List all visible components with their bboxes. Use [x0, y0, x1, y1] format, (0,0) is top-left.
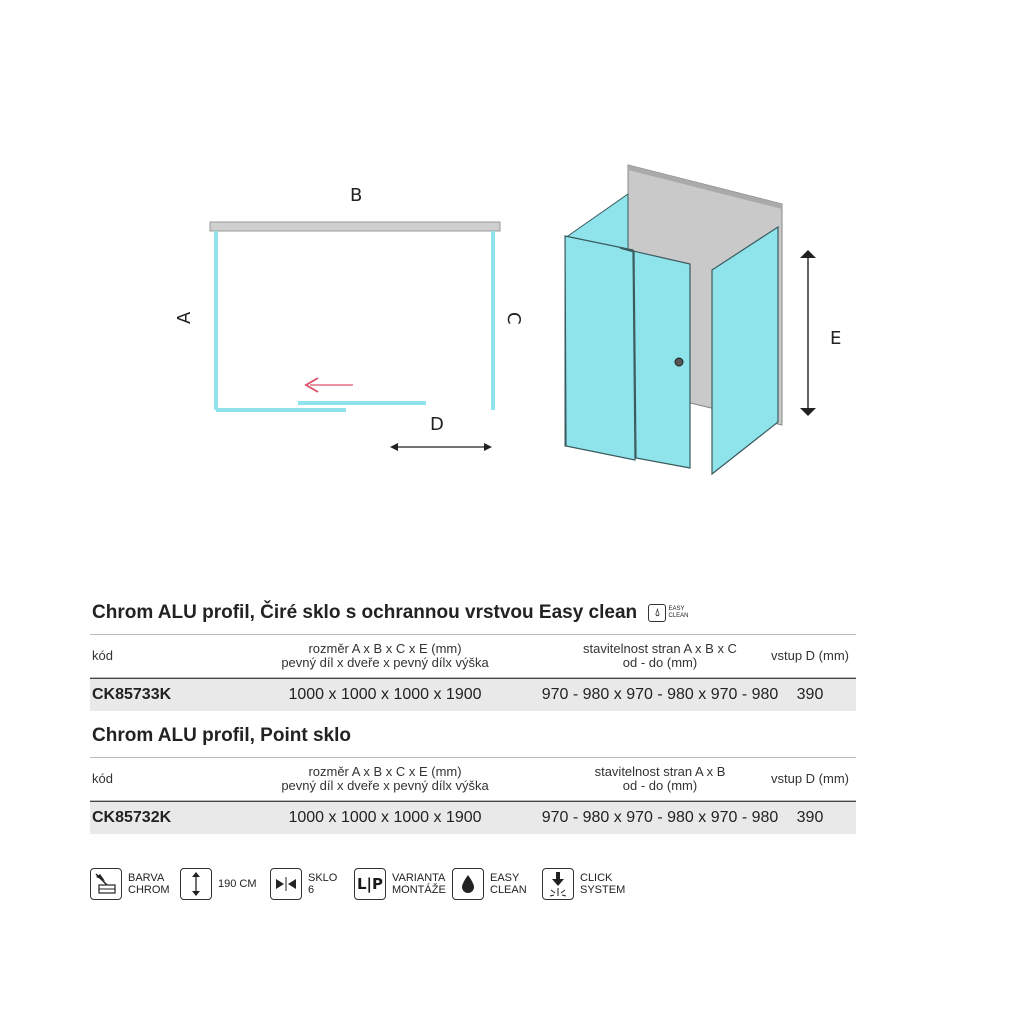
product-code: CK85733K [92, 686, 172, 703]
table-header [90, 634, 856, 678]
click-system-icon [542, 868, 574, 900]
header-adjustability: stavitelnost stran A x B od - do (mm) [594, 764, 726, 793]
header-kod: kód [92, 648, 113, 663]
feature-color: BARVA CHROM [90, 866, 170, 902]
dimension-label-b: B [350, 185, 363, 206]
feature-variant: L|P VARIANTA MONTÁŽE [354, 866, 446, 902]
front-fixed-panel [565, 236, 635, 460]
perspective-view [565, 165, 841, 474]
section-title-easy-clean [92, 602, 688, 624]
wall-line [210, 222, 500, 231]
dimension-label-d: D [430, 414, 444, 435]
plan-view [174, 185, 524, 451]
header-entry-d: vstup D (mm) [771, 771, 849, 786]
header-kod: kód [92, 771, 113, 786]
feature-click-system: CLICK SYSTEM [542, 866, 625, 902]
easy-clean-badge: 💧︎ EASY CLEAN [648, 602, 688, 624]
header-dimensions: rozměr A x B x C x E (mm) pevný díl x dveře x pevný dílx výška [281, 641, 489, 670]
product-table-easy-clean [90, 634, 856, 711]
header-entry-d: vstup D (mm) [771, 648, 849, 663]
dimension-arrow-e [800, 250, 816, 416]
table-row [90, 678, 856, 711]
section-title-text: Chrom ALU profil, Čiré sklo s ochrannou vrstvou Easy clean [92, 602, 638, 624]
feature-glass: SKLO 6 [270, 866, 337, 902]
table-header [90, 757, 856, 801]
dimension-label-e: E [830, 328, 842, 349]
sliding-direction-arrow [306, 378, 353, 392]
product-dimensions: 1000 x 1000 x 1000 x 1900 [288, 686, 482, 703]
product-entry-d: 390 [796, 686, 824, 703]
feature-easy-clean: EASY CLEAN [452, 866, 527, 902]
glass-thickness-icon [270, 868, 302, 900]
product-code: CK85732K [92, 809, 172, 826]
header-dimensions: rozměr A x B x C x E (mm) pevný díl x dveře x pevný dílx výška [281, 764, 489, 793]
product-entry-d: 390 [796, 809, 824, 826]
product-table-point [90, 757, 856, 834]
product-adjustability: 970 - 980 x 970 - 980 x 970 - 980 [541, 809, 779, 826]
feature-height: 190 CM [180, 866, 257, 902]
lp-variant-icon: L|P [354, 868, 386, 900]
header-adjustability: stavitelnost stran A x B x C od - do (mm) [583, 641, 737, 670]
product-adjustability: 970 - 980 x 970 - 980 x 970 - 980 [541, 686, 779, 703]
dimension-label-c: C [503, 312, 524, 325]
door-handle [675, 358, 683, 366]
dimension-label-a: A [174, 311, 195, 324]
section-title-point: Chrom ALU profil, Point sklo [92, 725, 351, 746]
height-arrow-icon [180, 868, 212, 900]
table-row [90, 801, 856, 834]
color-swatch-icon [90, 868, 122, 900]
product-dimensions: 1000 x 1000 x 1000 x 1900 [288, 809, 482, 826]
feature-icons [90, 866, 650, 904]
drop-icon [452, 868, 484, 900]
dimension-arrow-d [390, 443, 492, 451]
drop-icon: 💧︎ [648, 604, 666, 622]
right-side-panel [712, 227, 778, 474]
